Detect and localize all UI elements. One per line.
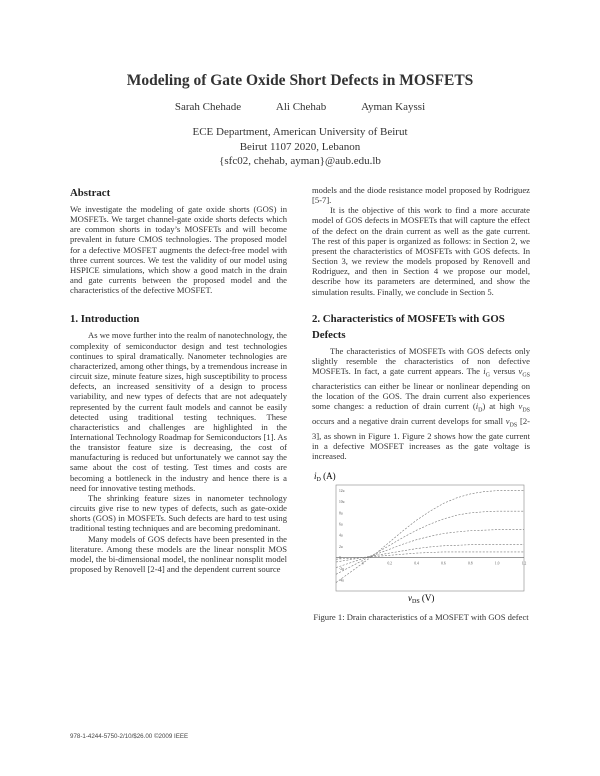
right-column bbox=[312, 185, 530, 622]
author-1: Sarah Chehade bbox=[174, 101, 242, 113]
intro-paragraph-4: It is the objective of this work to find a more accurate model of GOS defects in MOSFETs that will capture the effect of the defect on the drain current as well as the gate current. The rest of this paper is organized as follows: in Section 2, we present the characteristics of MOSFETs with GOS defects. In Section 3, we review the models proposed by Renovell and Rodriguez, and then in Section 4 we propose our model, describe how its parameters are determined, and show the simulation results. Finally, we conclude in Section 5. bbox=[312, 205, 530, 297]
figure-1-caption: Figure 1: Drain characteristics of a MOSFET with GOS defect bbox=[313, 611, 529, 622]
x-axis-label: $v_{DS}$ (V) bbox=[408, 593, 435, 606]
x-tick-label: 1.0 bbox=[494, 561, 500, 566]
intro-paragraph-3: Many models of GOS defects have been presented in the literature. Among these models are the linear nonsplit MOS model, the bi-dimensional model, the nonlinear nonsplit model proposed by Renovell [2-4] and the dependent current source bbox=[70, 533, 287, 574]
author-2: Ali Chehab bbox=[275, 101, 327, 113]
x-tick-label: 0.8 bbox=[468, 561, 473, 566]
y-tick-label: 0 bbox=[339, 556, 341, 561]
affiliation-email: {sfc02, chehab, ayman}@aub.edu.lb bbox=[219, 155, 381, 167]
plot-frame bbox=[336, 485, 524, 591]
intro-paragraph-1: As we move further into the realm of nanotechnology, the complexity of semiconductor design and test technologies continues to spiral dramatically. Nanometer technologies are characterized, among other things, by a tremendous increase in circuit size, minute feature sizes, high susceptibility to process defects, an increased sensitivity of a design to process variability, and new types of defects that are not adequately represented by the current fault models and cannot be easily detected using traditional testing techniques. These characteristics and challenges are highlighted in the International Technology Roadmap for Semiconductors [1]. As the transistor feature size is decreasing, the cost of manufacturing is reduced but unfortunately we cannot say the same about the cost of testing. Test times and costs are becoming a bottleneck in the industry and hence there is a need for innovative testing methods. bbox=[70, 330, 287, 493]
section2-paragraph-1: The characteristics of MOSFETs with GOS defects only slightly resemble the characteristics of non defective MOSFETs. In fact, a gate current appears. The $i_G$ versus $v_{GS}$ characteristics can either be linear or nonlinear depending on the location of the GOS. The drain current also experiences some changes: a reduction of drain current $(i_D)$ at high $v_{DS}$ occurs and a negative drain current develops for small $v_{DS}$ [2-3], as shown in Figure 1. Figure 2 shows how the gate current in a defective MOSFET increases as the gate voltage is increased. bbox=[312, 345, 530, 462]
y-tick-label: 10u bbox=[339, 500, 345, 505]
affiliation bbox=[0, 125, 600, 169]
section2-heading: 2. Characteristics of MOSFETs with GOS Defects bbox=[312, 312, 505, 341]
figure-1 bbox=[312, 467, 530, 622]
author-list bbox=[0, 101, 600, 113]
y-tick-label: 6u bbox=[339, 522, 343, 527]
intro-heading: 1. Introduction bbox=[70, 313, 140, 326]
affiliation-address: Beirut 1107 2020, Lebanon bbox=[239, 140, 361, 153]
drain-characteristics-chart bbox=[312, 467, 530, 605]
author-3: Ayman Kayssi bbox=[361, 101, 426, 113]
copyright-footer: 978-1-4244-5750-2/10/$26.00 ©2009 IEEE bbox=[70, 733, 189, 740]
y-tick-label: 4u bbox=[339, 534, 343, 539]
abstract-heading: Abstract bbox=[70, 187, 111, 199]
y-tick-label: 12u bbox=[339, 489, 345, 494]
intro-paragraph-2: The shrinking feature sizes in nanometer technology circuits give rise to new types of defects, such as gate-oxide shorts (GOS) in MOSFETs. Such defects are hard to test using traditional testing techniques and are becoming predominant. bbox=[70, 492, 287, 534]
x-tick-label: 0.6 bbox=[441, 561, 446, 566]
y-tick-label: -2u bbox=[339, 567, 344, 572]
affiliation-dept: ECE Department, American University of Beirut bbox=[192, 126, 408, 138]
paper-title: Modeling of Gate Oxide Short Defects in MOSFETS bbox=[126, 72, 474, 89]
x-tick-label: 1.2 bbox=[521, 561, 527, 566]
y-tick-label: 8u bbox=[339, 511, 343, 516]
y-axis-label: $i_D$ (A) bbox=[314, 471, 336, 484]
x-tick-label: 0 bbox=[361, 561, 364, 566]
x-tick-label: 0.2 bbox=[387, 561, 392, 566]
x-tick-label: 0.4 bbox=[414, 561, 419, 566]
intro-paragraph-3-continued: models and the diode resistance model proposed by Rodriguez [5-7]. bbox=[312, 185, 530, 206]
left-column bbox=[70, 185, 287, 574]
y-tick-label: -4u bbox=[339, 578, 344, 583]
abstract-text: We investigate the modeling of gate oxide shorts (GOS) in MOSFETs. We target channel-gate oxide shorts defects which are common shorts in today’s MOSFETs and will become prevalent in future CMOS technologies. The proposed model for a defective MOSFET augments the defect-free model with three current sources. We test the validity of our model using HSPICE simulations, which show a good match in the drain and gate currents between the proposed model and the characteristics of the defective MOSFET. bbox=[70, 204, 287, 296]
y-tick-label: 2u bbox=[339, 545, 343, 550]
